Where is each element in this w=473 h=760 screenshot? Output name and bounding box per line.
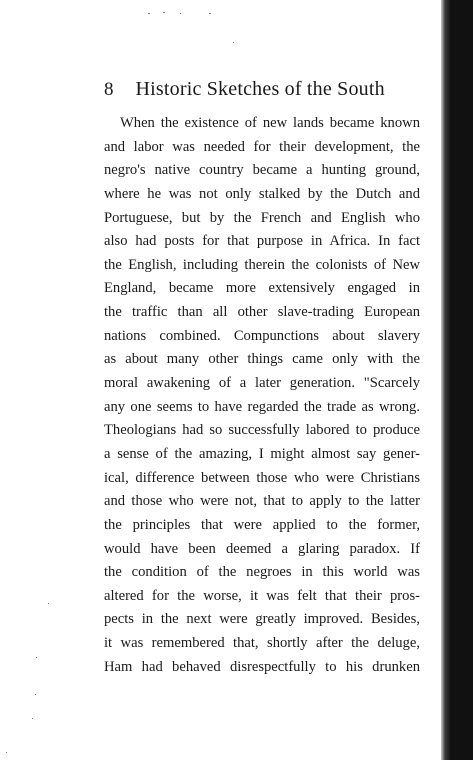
- scan-speck: [163, 12, 165, 13]
- text-line: moral awakening of a later generation. "Scarcely: [104, 375, 420, 392]
- text-line: would have been deemed a glaring paradox. If: [104, 540, 420, 557]
- page-number: 8: [104, 79, 114, 100]
- text-line: it was remembered that, shortly after the deluge,: [104, 635, 420, 652]
- scan-speck: [148, 13, 150, 14]
- scan-speck: [180, 13, 181, 14]
- text-line: Theologians had so successfully labored to produce: [104, 422, 420, 439]
- scan-speck: [35, 694, 36, 695]
- text-line: any one seems to have regarded the trade as wrong.: [104, 398, 420, 415]
- text-line: Portuguese, but by the French and English who: [104, 209, 420, 226]
- text-line: the English, including therein the colonists of New: [104, 256, 420, 273]
- text-line: the condition of the negroes in this world was: [104, 564, 420, 581]
- scan-speck: [233, 42, 234, 43]
- text-line: pects in the next were greatly improved. Besides,: [104, 611, 420, 628]
- scan-speck: [36, 657, 37, 658]
- text-line: the traffic than all other slave-trading European: [104, 304, 420, 321]
- text-line: ical, difference between those who were Christians: [104, 469, 420, 486]
- page-header: [104, 78, 385, 104]
- text-line: the principles that were applied to the former,: [104, 516, 420, 533]
- scan-speck: [209, 13, 211, 14]
- scan-speck: [6, 752, 7, 753]
- text-line: and those who were not, that to apply to the latter: [104, 493, 420, 510]
- running-head: Historic Sketches of the South: [135, 78, 385, 100]
- text-line: a sense of the amazing, I might almost say gener-: [104, 445, 420, 462]
- text-line: and labor was needed for their development, the: [104, 138, 420, 155]
- text-line: When the existence of new lands became known: [120, 115, 420, 131]
- scan-speck: [32, 718, 33, 719]
- text-line: England, became more extensively engaged in: [104, 280, 420, 297]
- text-line: as about many other things came only with the: [104, 351, 420, 368]
- text-line: also had posts for that purpose in Africa. In fact: [104, 233, 420, 250]
- text-line: altered for the worse, it was felt that their pros-: [104, 587, 420, 604]
- page-edge-shadow: [441, 0, 473, 760]
- text-line: nations combined. Compunctions about slavery: [104, 327, 420, 344]
- scan-speck: [48, 603, 49, 604]
- body-text: [104, 112, 420, 679]
- text-line: where he was not only stalked by the Dutch and: [104, 185, 420, 202]
- text-line: Ham had behaved disrespectfully to his drunken: [104, 658, 420, 675]
- text-line: negro's native country became a hunting ground,: [104, 162, 420, 179]
